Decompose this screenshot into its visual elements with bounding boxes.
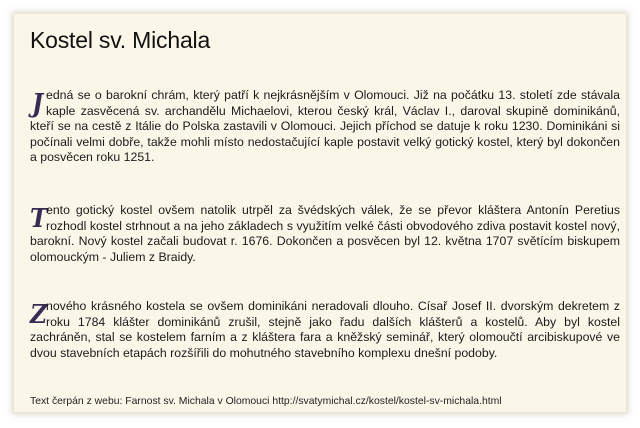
drop-cap-initial: Z [30, 300, 48, 330]
paragraph-1 [30, 88, 620, 166]
source-attribution: Text čerpán z webu: Farnost sv. Michala v Olomouci http://svatymichal.cz/kostel/kostel-sv-michala.html [30, 396, 502, 407]
paragraph-text: edná se o barokní chrám, který patří k nejkrásnějším v Olomouci. Již na počátku 13. století zde stávala kaple zasvěcená sv. archandělu Michaelovi, kterou český král, Václav I., daroval skupině dominikánů, kteří se na cestě z Itálie do Polska zastavili v Olomouci. Jejich příchod se datuje k roku 1230. Dominikáni si počínali velmi dobře, takže mohli místo nedostačující kaple postavit velký gotický kostel, který byl dokončen a posvěcen roku 1251. [30, 88, 620, 165]
article-title: Kostel sv. Michala [30, 27, 211, 53]
drop-cap-initial: T [30, 204, 48, 234]
paragraph-2 [30, 203, 620, 265]
drop-cap-initial: J [31, 89, 44, 119]
paragraph-3 [30, 299, 620, 361]
paragraph-text: ento gotický kostel ovšem natolik utrpěl za švédských válek, že se převor kláštera Antonín Peretius rozhodl kostel strhnout a na jeho základech s využitím velké části obvodového zdiva postavit kostel nový, barokní. Nový kostel začali budovat r. 1676. Dokončen a posvěcen byl 12. května 1707 světícím biskupem olomouckým - Juliem z Braidy. [30, 203, 620, 264]
paragraph-text: nového krásného kostela se ovšem dominikáni neradovali dlouho. Císař Josef II. dvorským dekretem z roku 1784 klášter dominikánů zrušil, stejně jako řadu dalších klášterů a kostelů. Aby byl kostel zachráněn, stal se kostelem farním a z kláštera fara a kněžský seminář, který olomoučtí arcibiskupové ve dvou stavebních etapách rozšířili do mohutného stavebního komplexu dnešní podoby. [30, 299, 620, 360]
article-card [14, 14, 626, 412]
